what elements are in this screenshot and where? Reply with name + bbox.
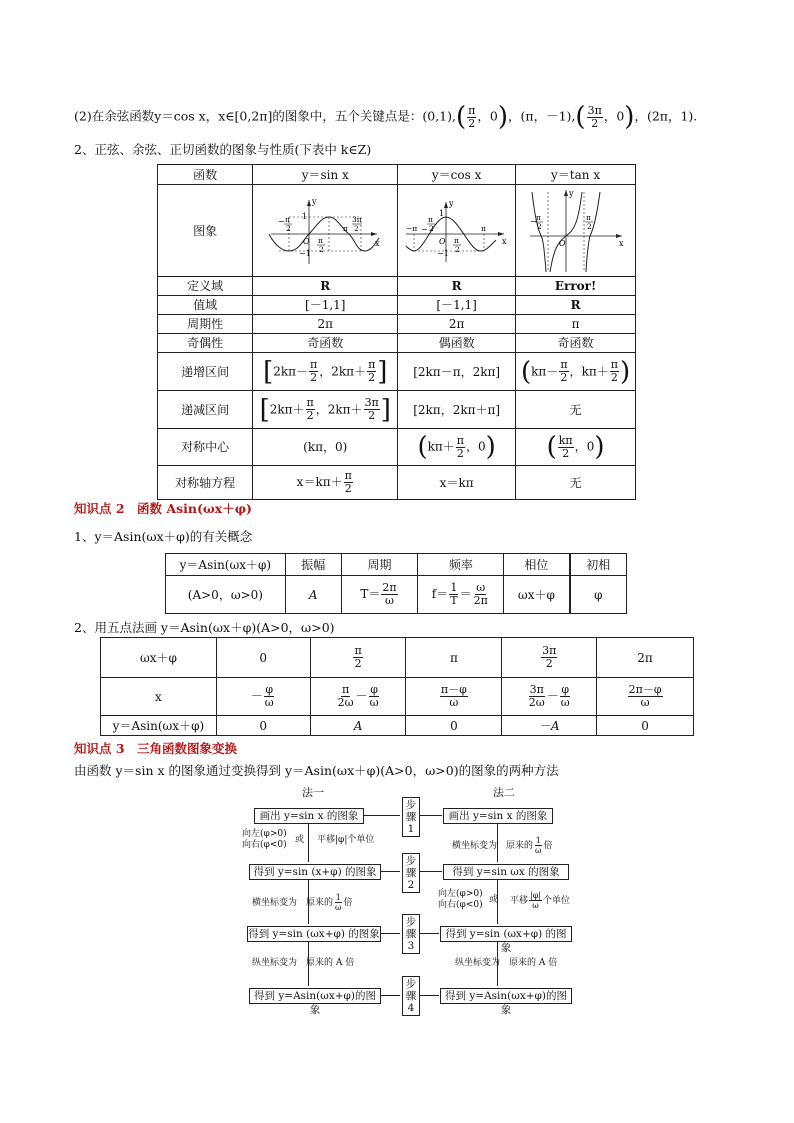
- row-label: 递减区间: [158, 391, 253, 429]
- paren-close: ): [594, 432, 605, 462]
- left-note-1-or: 或: [295, 835, 305, 845]
- right-box-4: 得到 y=Asin(ωx+φ)的图象: [440, 988, 572, 1004]
- amp: A: [285, 576, 341, 614]
- init-phase: φ: [570, 576, 627, 614]
- kp3-desc: 由函数 y＝sin x 的图象通过变换得到 y＝Asin(ωx＋φ)(A>0，ω>0)的图象的两种方法: [74, 763, 559, 778]
- method1-label: 法一: [302, 786, 324, 799]
- axis-cos: x＝kπ: [398, 466, 516, 500]
- tick-neg-pi-2-num: π: [285, 214, 291, 224]
- note-text: 倍: [543, 841, 553, 851]
- domain-tan: Error!: [516, 277, 636, 296]
- tick-pi-2-den: 2: [319, 244, 325, 254]
- tick-neg-pi-2-num: π: [535, 212, 541, 222]
- paren-close: ): [497, 102, 509, 132]
- tick-pi-2-den: 2: [454, 244, 460, 254]
- numerator: 3π: [542, 644, 557, 657]
- fraction: [529, 891, 542, 910]
- kp2-sub1: 1、y＝Asin(ωx＋φ)的有关概念: [74, 529, 253, 544]
- left-box-1: 画出 y=sin x 的图象: [254, 808, 364, 824]
- numerator: 1: [335, 893, 341, 902]
- expr: kπ＋: [581, 364, 609, 378]
- denominator: 2: [560, 371, 568, 384]
- expr: kπ＋: [427, 439, 455, 454]
- denominator: 2: [344, 482, 352, 495]
- expr: 2kπ＋: [331, 364, 367, 378]
- numerator: φ: [370, 683, 378, 696]
- numerator: π: [610, 358, 618, 371]
- left-note-3: 纵坐标变为 原来的 A 倍: [252, 958, 355, 968]
- cell-value: －A: [538, 718, 560, 733]
- minus: －: [250, 689, 263, 703]
- left-note-1: [242, 829, 287, 851]
- numerator: 1: [535, 836, 541, 845]
- paren-open: (: [456, 102, 467, 132]
- period-cos: 2π: [398, 315, 516, 334]
- step-2: 步骤2: [402, 853, 420, 893]
- expr: T＝: [360, 587, 381, 601]
- denominator: ω: [335, 903, 342, 912]
- tick-minus: −: [420, 224, 428, 234]
- axis-tan: 无: [516, 466, 636, 500]
- intro-text: (2)在余弦函数y＝cos x，x∈[0,2π]的图象中，五个关键点是：(0,1),: [74, 108, 456, 124]
- denominator: 2: [306, 409, 314, 422]
- numerator: 2π: [382, 581, 397, 594]
- note-text: 横坐标变为 原来的: [452, 841, 534, 851]
- row-label: 周期性: [158, 315, 253, 334]
- header-phase: 相位: [504, 554, 570, 576]
- denominator: ω: [449, 696, 459, 709]
- method2-label: 法二: [493, 786, 515, 799]
- cell-value: A: [353, 718, 363, 733]
- comma: ，: [466, 439, 479, 454]
- denominator: 2ω: [337, 696, 354, 709]
- tick-3pi-2-den: 2: [354, 223, 360, 233]
- cell-value: 0: [259, 650, 268, 665]
- cell-value: 0: [259, 718, 268, 733]
- range-tan: R: [516, 296, 636, 315]
- numerator: π: [456, 433, 465, 447]
- tick-one: 1: [438, 208, 444, 218]
- kp3-title: 知识点 3 三角函数图象变换: [74, 741, 238, 756]
- range-sin: [－1,1]: [253, 296, 398, 315]
- numerator: π: [341, 683, 350, 696]
- paren-close: ): [619, 356, 631, 387]
- comma: ，: [569, 364, 582, 378]
- numerator: 3π: [364, 396, 379, 409]
- bracket-open: [: [263, 356, 274, 387]
- axis-y-label: y: [568, 188, 574, 198]
- note-text: 向右(φ<0): [242, 840, 287, 850]
- tick-pi-2-den: 2: [586, 221, 592, 231]
- note-text: 横坐标变为 原来的: [252, 898, 334, 908]
- row-label: 对称中心: [158, 429, 253, 466]
- denominator: ω: [264, 696, 274, 709]
- header-function: 函数: [158, 165, 253, 185]
- center-sin: (kπ，0): [253, 429, 398, 466]
- numerator: π: [306, 396, 314, 409]
- parity-cos: 偶函数: [398, 334, 516, 353]
- denominator: 2: [368, 371, 376, 384]
- step-arrow-left: [364, 815, 400, 816]
- step-arrow-left: [381, 933, 400, 934]
- right-note-2-shift: [510, 891, 570, 910]
- comma: ，: [477, 108, 490, 124]
- right-box-3: 得到 y=sin (ωx+φ) 的图象: [440, 926, 572, 942]
- denominator: ω: [385, 594, 395, 607]
- step-4: 步骤4: [402, 976, 420, 1016]
- denominator: T: [450, 594, 458, 607]
- header-cos: y＝cos x: [398, 165, 516, 185]
- axis-y-label: y: [312, 196, 317, 206]
- row-label: y＝Asin(ωx＋φ): [101, 716, 217, 736]
- left-note-2: [252, 893, 353, 912]
- comma: ，: [315, 402, 328, 416]
- dec-cos: [2kπ，2kπ＋π]: [398, 391, 516, 429]
- right-box-1: 画出 y=sin x 的图象: [443, 808, 553, 824]
- origin-label: O: [438, 236, 446, 246]
- numerator: 1: [450, 581, 458, 594]
- tick-3pi-2-num: 3π: [352, 214, 362, 224]
- tick-minus: −: [529, 216, 537, 226]
- header-sin: y＝sin x: [253, 165, 398, 185]
- numerator: π: [344, 469, 352, 482]
- right-note-1: [452, 836, 553, 855]
- minus: －: [546, 689, 559, 703]
- numerator: φ: [561, 683, 570, 696]
- period-tan: π: [516, 315, 636, 334]
- step-arrow-right: [420, 871, 442, 872]
- step-3: 步骤3: [402, 914, 420, 954]
- bracket-close: ]: [380, 394, 391, 425]
- tick-pi-2-num: π: [318, 235, 324, 245]
- denominator: ω: [560, 696, 570, 709]
- expr: ＝: [459, 587, 472, 601]
- denominator: ω: [640, 696, 650, 709]
- numerator: π－φ: [440, 683, 467, 696]
- expr: kπ－: [531, 364, 559, 378]
- numerator: π: [354, 644, 362, 657]
- denominator: 2ω: [528, 696, 545, 709]
- cell-value: 0: [641, 718, 649, 733]
- denominator: 2: [545, 657, 553, 670]
- numerator: ω: [476, 581, 486, 594]
- fraction: [334, 893, 343, 912]
- expr: 0: [586, 439, 595, 454]
- paren-open: (: [546, 432, 557, 462]
- denominator: 2: [310, 371, 318, 384]
- paren-open: (: [417, 432, 428, 462]
- denominator: ω: [369, 696, 379, 709]
- inc-cos: [2kπ－π，2kπ]: [398, 353, 516, 391]
- tick-pi: π: [343, 223, 349, 233]
- origin-label: O: [558, 238, 566, 248]
- axis-x-label: x: [375, 238, 380, 248]
- point-y: 0: [489, 108, 498, 124]
- denominator: 2: [354, 657, 362, 670]
- tick-minus: −: [278, 216, 285, 226]
- dec-tan: 无: [516, 391, 636, 429]
- axis-x-label: x: [501, 236, 507, 246]
- expr: 2kπ－: [273, 364, 309, 378]
- denominator: 2: [562, 446, 570, 460]
- right-box-2: 得到 y=sin ωx 的图象: [443, 864, 569, 880]
- tick-one: 1: [302, 211, 308, 221]
- step-arrow-right: [420, 995, 439, 996]
- denominator: ω: [532, 901, 539, 910]
- row-label: ωx＋φ: [101, 638, 217, 678]
- fraction: [534, 836, 543, 855]
- step-1: 步骤1: [402, 797, 420, 837]
- right-note-2: [438, 889, 483, 911]
- row-label-graph: 图象: [158, 185, 253, 277]
- expr: x＝kπ＋: [296, 475, 343, 489]
- parity-sin: 奇函数: [253, 334, 398, 353]
- denominator: 2: [610, 371, 618, 384]
- tick-neg-pi-2-den: 2: [286, 223, 292, 233]
- intro-text: ，(π，－1),: [508, 108, 576, 124]
- tick-pi-2-num: π: [585, 212, 591, 222]
- denominator: ω: [535, 846, 542, 855]
- cell-value: 2π: [637, 650, 653, 665]
- flow-arrow: [308, 824, 309, 862]
- denominator: 2: [591, 116, 599, 130]
- row-label: 递增区间: [158, 353, 253, 391]
- step-arrow-right: [420, 815, 442, 816]
- paren-open: (: [575, 102, 586, 132]
- domain-sin: R: [253, 277, 398, 296]
- header-init: 初相: [570, 554, 627, 576]
- kp2-sub2: 2、用五点法画 y＝Asin(ωx＋φ)(A>0，ω>0): [74, 620, 335, 635]
- point-y: 0: [616, 108, 625, 124]
- denominator: 2: [368, 409, 376, 422]
- numerator: π: [560, 358, 568, 371]
- bracket-open: [: [259, 394, 270, 425]
- parity-tan: 奇函数: [516, 334, 636, 353]
- numerator: π: [310, 358, 318, 371]
- tick-neg-one: −1: [436, 248, 449, 258]
- tick-neg-pi-2-den: 2: [428, 223, 434, 233]
- step-arrow-right: [420, 933, 439, 934]
- section2-title: 2、正弦、余弦、正切函数的图象与性质(下表中 k∈Z): [74, 142, 372, 157]
- denominator: 2: [468, 116, 476, 130]
- left-note-1-shift: 平移|φ|个单位: [317, 835, 375, 845]
- kp2-title: 知识点 2 函数 Asin(ωx＋φ): [74, 501, 252, 516]
- left-box-3: 得到 y=sin (ωx+φ) 的图象: [248, 928, 380, 940]
- intro-text: ，(2π，1).: [634, 108, 698, 124]
- left-box-4: 得到 y=Asin(ωx+φ)的图象: [249, 988, 381, 1004]
- paren-open: (: [520, 356, 532, 387]
- numerator: 3π: [587, 103, 602, 117]
- expr: f＝: [431, 587, 449, 601]
- paren-close: ): [624, 102, 635, 132]
- row-label: x: [101, 678, 217, 716]
- row-label: 奇偶性: [158, 334, 253, 353]
- numerator: 2π－φ: [628, 683, 662, 696]
- header-period: 周期: [341, 554, 418, 576]
- expr: 2kπ＋: [269, 402, 305, 416]
- expr: 2kπ＋: [327, 402, 363, 416]
- bracket-close: ]: [377, 356, 388, 387]
- axis-x-label: x: [618, 238, 624, 248]
- tick-pi: π: [480, 223, 486, 233]
- left-box-2: 得到 y=sin (x+φ) 的图象: [249, 864, 381, 880]
- note-text: 个单位: [543, 896, 571, 906]
- cond: (A>0，ω>0): [166, 576, 286, 614]
- domain-cos: R: [398, 277, 516, 296]
- row-label: 对称轴方程: [158, 466, 253, 500]
- step-arrow-left: [381, 995, 400, 996]
- note-text: 平移: [510, 896, 529, 906]
- note-text: 向左(φ>0): [438, 889, 483, 899]
- header-tan: y＝tan x: [516, 165, 636, 185]
- minus: －: [355, 689, 368, 703]
- comma: ，: [319, 364, 332, 378]
- right-note-3: 纵坐标变为 原来的 A 倍: [455, 958, 558, 968]
- origin-label: O: [303, 236, 310, 246]
- note-text: 向右(φ<0): [438, 900, 483, 910]
- numerator: φ: [265, 683, 274, 696]
- phase: ωx＋φ: [504, 576, 570, 614]
- tick-neg-one: −1: [299, 248, 312, 258]
- note-text: 向左(φ>0): [242, 829, 287, 839]
- paren-close: ): [485, 432, 496, 462]
- row-label: 定义域: [158, 277, 253, 296]
- axis-y-label: y: [448, 198, 454, 208]
- tick-neg-pi-2-num: π: [427, 214, 433, 224]
- header-func: y＝Asin(ωx＋φ): [166, 554, 286, 576]
- denominator: 2π: [473, 594, 488, 607]
- tick-pi-2-num: π: [453, 235, 459, 245]
- tick-neg-pi-2-den: 2: [536, 221, 542, 231]
- note-text: 倍: [343, 898, 353, 908]
- comma: ，: [603, 108, 617, 124]
- period-sin: 2π: [253, 315, 398, 334]
- expr: 0: [478, 439, 486, 454]
- cell-value: π: [449, 650, 458, 665]
- header-amp: 振幅: [285, 554, 341, 576]
- tick-neg-pi: −π: [405, 223, 417, 233]
- numerator: π: [468, 103, 476, 117]
- right-note-2-or: 或: [489, 895, 499, 905]
- numerator: 3π: [529, 683, 544, 696]
- numerator: |φ|: [530, 891, 542, 900]
- comma: ，: [574, 439, 587, 454]
- cell-value: 0: [450, 718, 458, 733]
- denominator: 2: [456, 446, 464, 460]
- row-label: 值域: [158, 296, 253, 315]
- range-cos: [－1,1]: [398, 296, 516, 315]
- numerator: kπ: [558, 433, 573, 447]
- header-freq: 频率: [418, 554, 504, 576]
- step-arrow-left: [381, 871, 400, 872]
- numerator: π: [368, 358, 376, 371]
